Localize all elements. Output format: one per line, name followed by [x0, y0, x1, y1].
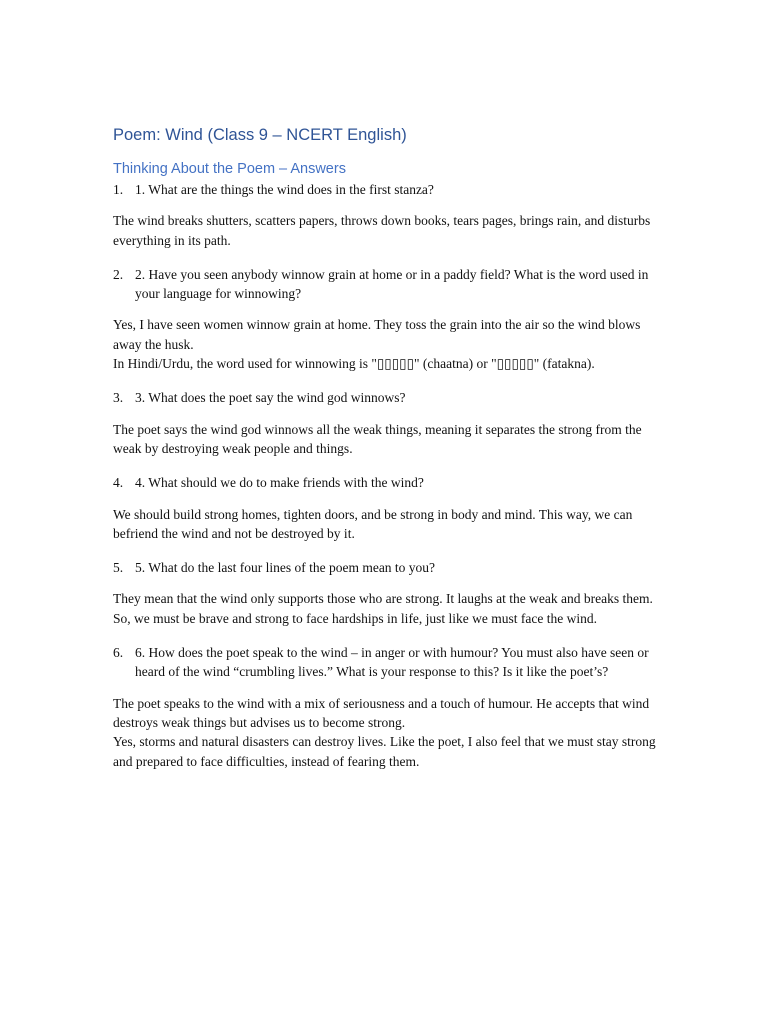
answer-paragraph: The poet speaks to the wind with a mix of seriousness and a touch of humour. He accepts that wind destroys weak things but advises us to become strong.	[113, 695, 650, 730]
question-text: 2. Have you seen anybody winnow grain at home or in a paddy field? What is the word used in your language for winnowing?	[135, 266, 649, 302]
question-2	[113, 265, 658, 304]
question-number: 5.	[113, 560, 124, 576]
qa-list	[113, 180, 658, 771]
question-number: 3.	[113, 390, 124, 406]
answer-3	[113, 420, 658, 459]
section-heading: Thinking About the Poem – Answers	[113, 161, 346, 177]
answer-6	[113, 694, 658, 771]
document-title: Poem: Wind (Class 9 – NCERT English)	[113, 126, 407, 144]
document-page	[113, 124, 658, 786]
question-text: 6. How does the poet speak to the wind – in anger or with humour? You must also have seen or heard of the wind “crumbling lives.” What is your response to this? Is it like the poet’s?	[135, 645, 649, 680]
question-text: 3. What does the poet say the wind god winnows?	[135, 390, 406, 406]
question-4	[113, 473, 658, 492]
question-6	[113, 643, 658, 682]
question-number: 6.	[113, 645, 124, 661]
question-number: 4.	[113, 475, 124, 491]
question-3	[113, 388, 658, 407]
question-text: 4. What should we do to make friends with the wind?	[135, 475, 424, 491]
question-1	[113, 180, 658, 199]
question-5	[113, 558, 658, 577]
answer-2	[113, 315, 658, 373]
question-text: 1. What are the things the wind does in the first stanza?	[135, 182, 434, 197]
answer-paragraph: The poet says the wind god winnows all the weak things, meaning it separates the strong from the weak by destroying weak people and things.	[113, 421, 642, 456]
answer-paragraph: We should build strong homes, tighten doors, and be strong in body and mind. This way, we can befriend the wind and not be destroyed by it.	[113, 506, 633, 541]
answer-paragraph: Yes, I have seen women winnow grain at home. They toss the grain into the air so the wind blows away the husk.	[113, 317, 641, 352]
answer-paragraph: In Hindi/Urdu, the word used for winnowing is "▯▯▯▯▯" (chaatna) or "▯▯▯▯▯" (fatakna).	[113, 356, 595, 372]
question-number: 2.	[113, 266, 124, 282]
answer-paragraph: They mean that the wind only supports those who are strong. It laughs at the weak and breaks them. So, we must be brave and strong to face hardships in life, just like we must face the wind.	[113, 591, 653, 626]
answer-5	[113, 589, 658, 628]
answer-paragraph: Yes, storms and natural disasters can destroy lives. Like the poet, I also feel that we must stay strong and prepared to face difficulties, instead of fearing them.	[113, 734, 656, 769]
answer-1	[113, 211, 658, 250]
answer-paragraph: The wind breaks shutters, scatters papers, throws down books, tears pages, brings rain, and disturbs everything in its path.	[113, 213, 651, 248]
answer-4	[113, 505, 658, 544]
question-number: 1.	[113, 182, 124, 197]
question-text: 5. What do the last four lines of the poem mean to you?	[135, 560, 436, 576]
